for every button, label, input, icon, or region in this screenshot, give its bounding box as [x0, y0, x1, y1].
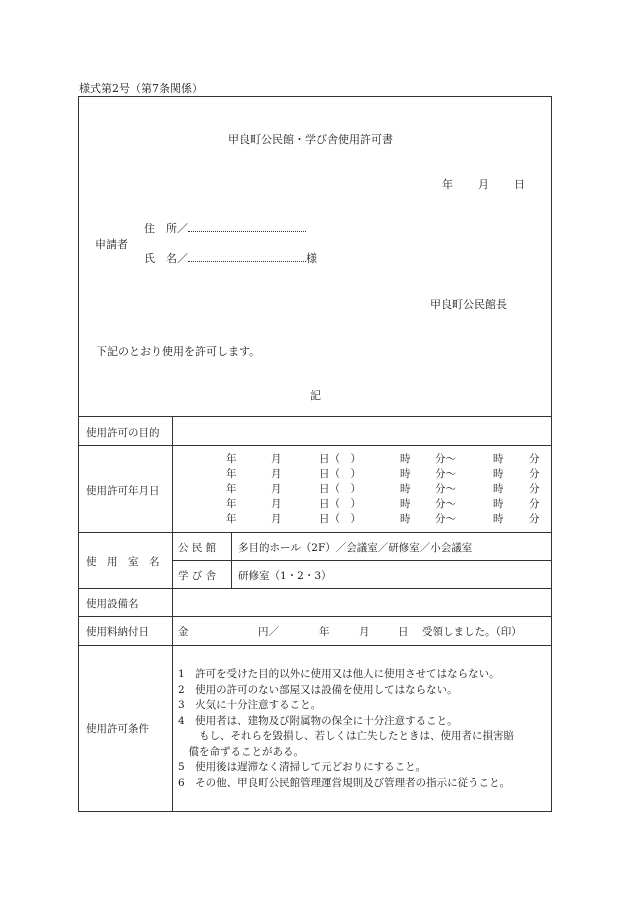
year-unit: 年	[226, 453, 237, 465]
fee-month: 月	[359, 626, 370, 638]
month-unit: 月	[271, 453, 282, 465]
day-unit: 日（ ）	[319, 498, 361, 510]
room-sublabel-divider	[231, 532, 232, 588]
date-entry-row	[79, 466, 551, 480]
ki-mark: 記	[310, 389, 321, 402]
name-row	[144, 250, 317, 266]
condition-item: 4 使用者は、建物及び附属物の保全に十分注意すること。	[178, 714, 458, 727]
year-unit: 年	[226, 498, 237, 510]
manabiya-rooms: 研修室（1・2・3）	[238, 570, 332, 582]
name-label: 氏 名／	[144, 252, 188, 265]
hour-from-unit: 時	[400, 513, 411, 525]
fee-year: 年	[319, 626, 330, 638]
minute-to-unit: 分	[529, 468, 540, 480]
form-number: 様式第2号（第7条関係）	[79, 82, 203, 95]
name-dotted-line	[188, 250, 306, 262]
permission-statement: 下記のとおり使用を許可します。	[96, 345, 261, 358]
date-entry-row	[79, 451, 551, 465]
date-label: 使用許可年月日	[86, 485, 160, 497]
hour-to-unit: 時	[493, 453, 504, 465]
minute-from-unit: 分～	[435, 468, 456, 480]
year-unit: 年	[226, 468, 237, 480]
row-divider	[79, 616, 551, 617]
month-unit: 月	[271, 483, 282, 495]
day-unit: 日（ ）	[319, 468, 361, 480]
issuer: 甲良町公民館長	[430, 298, 507, 311]
year-unit: 年	[226, 513, 237, 525]
minute-to-unit: 分	[529, 513, 540, 525]
condition-item: 5 使用後は遅滞なく清掃して元どおりにすること。	[178, 761, 427, 773]
manabiya-label: 学 び 舎	[178, 570, 217, 582]
applicant-label: 申請者	[95, 238, 128, 251]
condition-item: 1 許可を受けた目的以外に使用又は他人に使用させてはならない。	[178, 668, 500, 680]
form-frame	[78, 96, 552, 812]
row-divider	[79, 532, 551, 533]
day-unit: 日（ ）	[319, 453, 361, 465]
hour-from-unit: 時	[400, 483, 411, 495]
fee-received: 受領しました。（印）	[422, 626, 522, 638]
hour-to-unit: 時	[493, 498, 504, 510]
hour-from-unit: 時	[400, 453, 411, 465]
minute-to-unit: 分	[529, 498, 540, 510]
minute-from-unit: 分～	[435, 453, 456, 465]
month-unit: 月	[271, 498, 282, 510]
date-month-label: 月	[478, 178, 489, 191]
hour-from-unit: 時	[400, 468, 411, 480]
hour-to-unit: 時	[493, 513, 504, 525]
minute-to-unit: 分	[529, 453, 540, 465]
month-unit: 月	[271, 468, 282, 480]
row-divider	[79, 445, 551, 446]
fee-kin: 金	[178, 626, 189, 638]
room-label: 使 用 室 名	[86, 556, 160, 568]
conditions-label: 使用許可条件	[86, 723, 149, 735]
month-unit: 月	[271, 513, 282, 525]
purpose-label: 使用許可の目的	[86, 427, 160, 439]
minute-from-unit: 分～	[435, 513, 456, 525]
minute-from-unit: 分～	[435, 483, 456, 495]
condition-item: 3 火気に十分注意すること。	[178, 699, 322, 711]
equipment-label: 使用設備名	[86, 598, 139, 610]
row-divider	[79, 588, 551, 589]
condition-item: 6 その他、甲良町公民館管理運営規則及び管理者の指示に従うこと。	[178, 776, 511, 789]
day-unit: 日（ ）	[319, 513, 361, 525]
table-top-line	[79, 416, 551, 417]
date-day-label: 日	[514, 178, 525, 191]
fee-row	[79, 624, 551, 638]
conditions-list	[178, 667, 514, 791]
name-suffix: 様	[306, 252, 317, 265]
address-row	[144, 220, 306, 236]
row-divider	[79, 645, 551, 646]
date-entry-row	[79, 481, 551, 495]
date-entry-row	[79, 511, 551, 525]
date-year-label: 年	[442, 178, 453, 191]
room-subdivider	[172, 560, 551, 561]
date-entry-row	[79, 496, 551, 510]
address-label: 住 所／	[144, 222, 188, 235]
hour-to-unit: 時	[493, 483, 504, 495]
kominkan-rooms: 多目的ホール（2F）／会議室／研修室／小会議室	[238, 542, 473, 554]
address-dotted-line	[188, 220, 306, 232]
fee-yen: 円／	[258, 626, 279, 638]
condition-item: もし、それらを毀損し、若しくは亡失したときは、使用者に損害賠	[178, 730, 514, 742]
year-unit: 年	[226, 483, 237, 495]
condition-item: 2 使用の許可のない部屋又は設備を使用してはならない。	[178, 683, 458, 696]
document-title: 甲良町公民館・学び舎使用許可書	[228, 133, 393, 146]
minute-from-unit: 分～	[435, 498, 456, 510]
fee-day: 日	[398, 626, 409, 638]
hour-from-unit: 時	[400, 498, 411, 510]
kominkan-label: 公 民 館	[178, 542, 217, 554]
condition-item: 償を命ずることがある。	[178, 745, 304, 758]
hour-to-unit: 時	[493, 468, 504, 480]
day-unit: 日（ ）	[319, 483, 361, 495]
fee-label: 使用料納付日	[86, 626, 149, 638]
minute-to-unit: 分	[529, 483, 540, 495]
